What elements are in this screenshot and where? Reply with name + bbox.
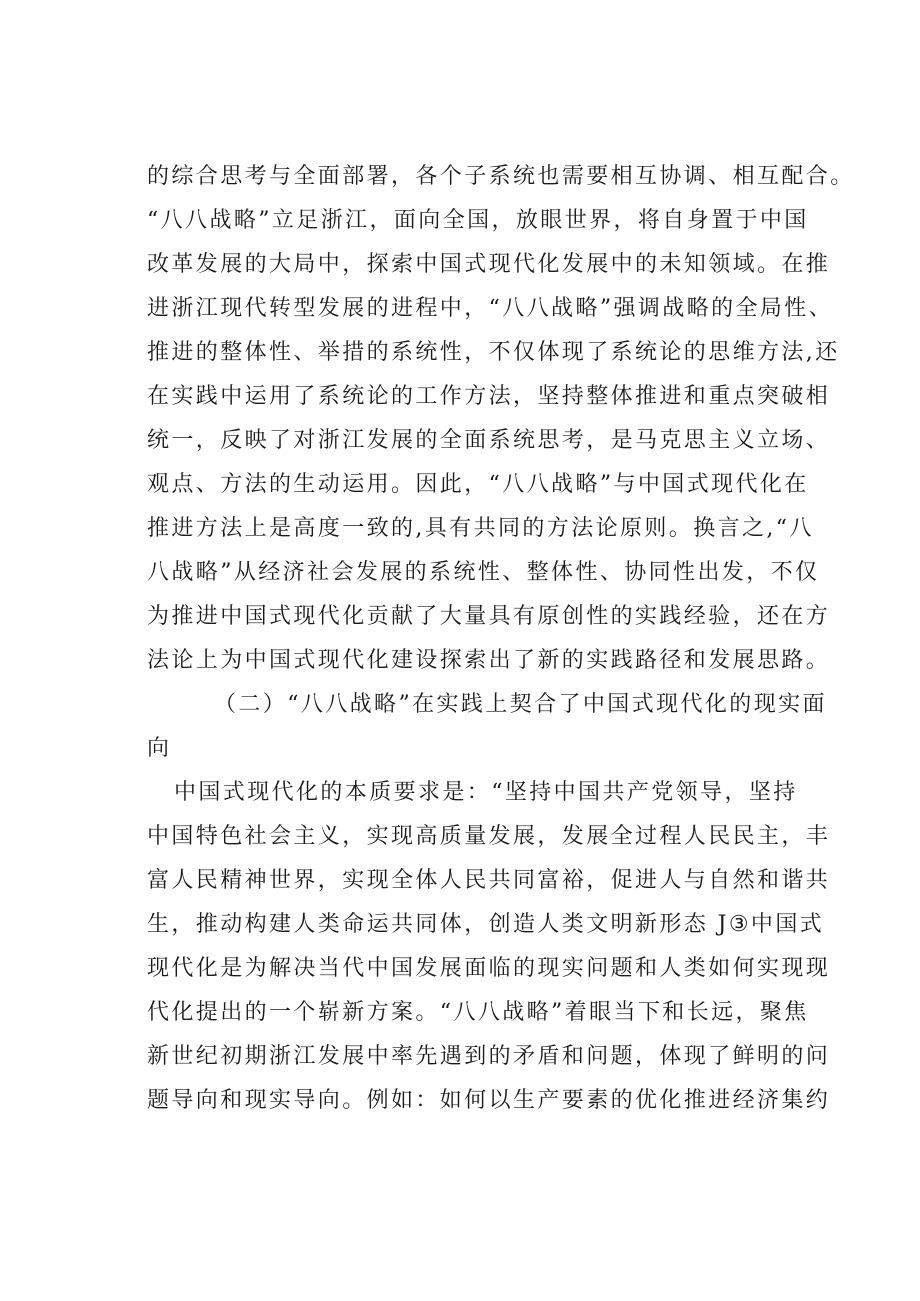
text-line: 新世纪初期浙江发展中率先遇到的矛盾和问题，体现了鲜明的问 — [147, 1044, 831, 1069]
text-line: 推进方法上是高度一致的,具有共同的方法论原则。换言之,“八 — [147, 516, 814, 541]
paragraph-first-line: 中国式现代化的本质要求是：“坚持中国共产党领导，坚持 — [174, 780, 798, 805]
text-line: “八八战略”立足浙江，面向全国，放眼世界，将自身置于中国 — [147, 208, 809, 233]
text-line: 现代化是为解决当代中国发展面临的现实问题和人类如何实现现 — [147, 956, 831, 981]
text-line: 推进的整体性、举措的系统性，不仅体现了系统论的思维方法,还 — [147, 340, 840, 365]
text-line: 生，推动构建人类命运共同体，创造人类文明新形态 J③中国式 — [147, 912, 825, 937]
text-line: 为推进中国式现代化贡献了大量具有原创性的实践经验，还在方 — [147, 604, 831, 629]
section-heading: （二）“八八战略”在实践上契合了中国式现代化的现实面 — [214, 692, 827, 717]
text-line: 在实践中运用了系统论的工作方法，坚持整体推进和重点突破相 — [147, 384, 831, 409]
text-line: 统一，反映了对浙江发展的全面系统思考，是马克思主义立场、 — [147, 428, 831, 453]
text-line: 观点、方法的生动运用。因此，“八八战略”与中国式现代化在 — [147, 472, 809, 497]
text-line: 题导向和现实导向。例如：如何以生产要素的优化推进经济集约 — [147, 1088, 831, 1113]
section-heading-continuation: 向 — [147, 736, 172, 761]
text-line: 八战略”从经济社会发展的系统性、整体性、协同性出发，不仅 — [147, 560, 820, 585]
text-line: 中国特色社会主义，实现高质量发展，发展全过程人民民主，丰 — [147, 824, 831, 849]
text-line: 富人民精神世界，实现全体人民共同富裕，促进人与自然和谐共 — [147, 868, 831, 893]
text-line: 的综合思考与全面部署，各个子系统也需要相互协调、相互配合。 — [147, 164, 855, 189]
text-line: 法论上为中国式现代化建设探索出了新的实践路径和发展思路。 — [147, 648, 831, 673]
text-line: 改革发展的大局中，探索中国式现代化发展中的未知领域。在推 — [147, 252, 831, 277]
text-line: 进浙江现代转型发展的进程中，“八八战略”强调战略的全局性、 — [147, 296, 834, 321]
text-line: 代化提出的一个崭新方案。“八八战略”着眼当下和长远，聚焦 — [147, 1000, 809, 1025]
